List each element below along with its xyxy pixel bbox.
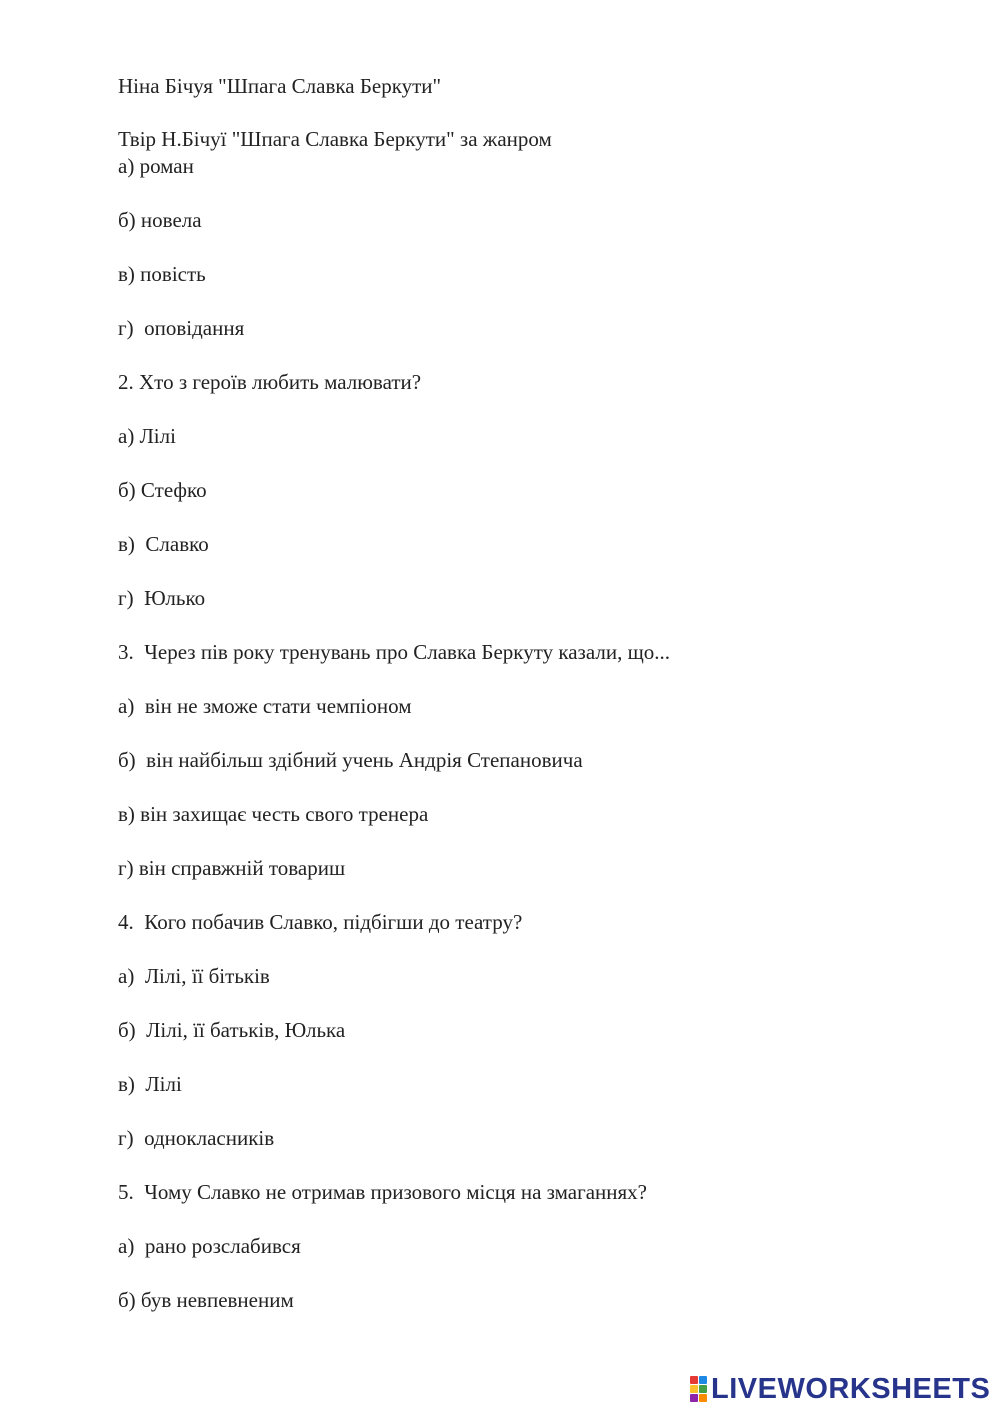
answer-option: а) Лілі, її бітьків <box>118 964 270 988</box>
mark-cell <box>699 1376 707 1384</box>
answer-option: а) роман <box>118 154 194 178</box>
logo-text: LIVEWORKSHEETS <box>711 1372 991 1405</box>
answer-option: г) він справжній товариш <box>118 856 346 880</box>
mark-cell <box>690 1394 698 1402</box>
mark-cell <box>690 1385 698 1393</box>
answer-option: в) Лілі <box>118 1072 182 1096</box>
liveworksheets-mark-icon <box>690 1376 707 1402</box>
mark-cell <box>699 1385 707 1393</box>
liveworksheets-logo <box>690 1374 990 1404</box>
answer-option: в) він захищає честь свого тренера <box>118 802 429 826</box>
mark-cell <box>690 1376 698 1384</box>
answer-option: г) Юлько <box>118 586 206 610</box>
document-title: Ніна Бічуя "Шпага Славка Беркути" <box>118 74 442 98</box>
answer-option: б) Стефко <box>118 478 207 502</box>
answer-option: б) Лілі, її батьків, Юлька <box>118 1018 346 1042</box>
answer-option: б) був невпевненим <box>118 1288 294 1312</box>
question-1: Твір Н.Бічуї "Шпага Славка Беркути" за жанром <box>118 127 552 151</box>
answer-option: а) Лілі <box>118 424 176 448</box>
answer-option: б) він найбільш здібний учень Андрія Степановича <box>118 748 583 772</box>
question-4: 4. Кого побачив Славко, підбігши до театру? <box>118 910 523 934</box>
answer-option: г) однокласників <box>118 1126 275 1150</box>
question-2: 2. Хто з героїв любить малювати? <box>118 370 422 394</box>
answer-option: а) він не зможе стати чемпіоном <box>118 694 412 718</box>
answer-option: в) повість <box>118 262 206 286</box>
answer-option: в) Славко <box>118 532 209 556</box>
mark-cell <box>699 1394 707 1402</box>
question-5: 5. Чому Славко не отримав призового місця на змаганнях? <box>118 1180 647 1204</box>
question-3: 3. Через пів року тренувань про Славка Беркуту казали, що... <box>118 640 670 664</box>
answer-option: б) новела <box>118 208 202 232</box>
answer-option: г) оповідання <box>118 316 245 340</box>
answer-option: а) рано розслабився <box>118 1234 301 1258</box>
